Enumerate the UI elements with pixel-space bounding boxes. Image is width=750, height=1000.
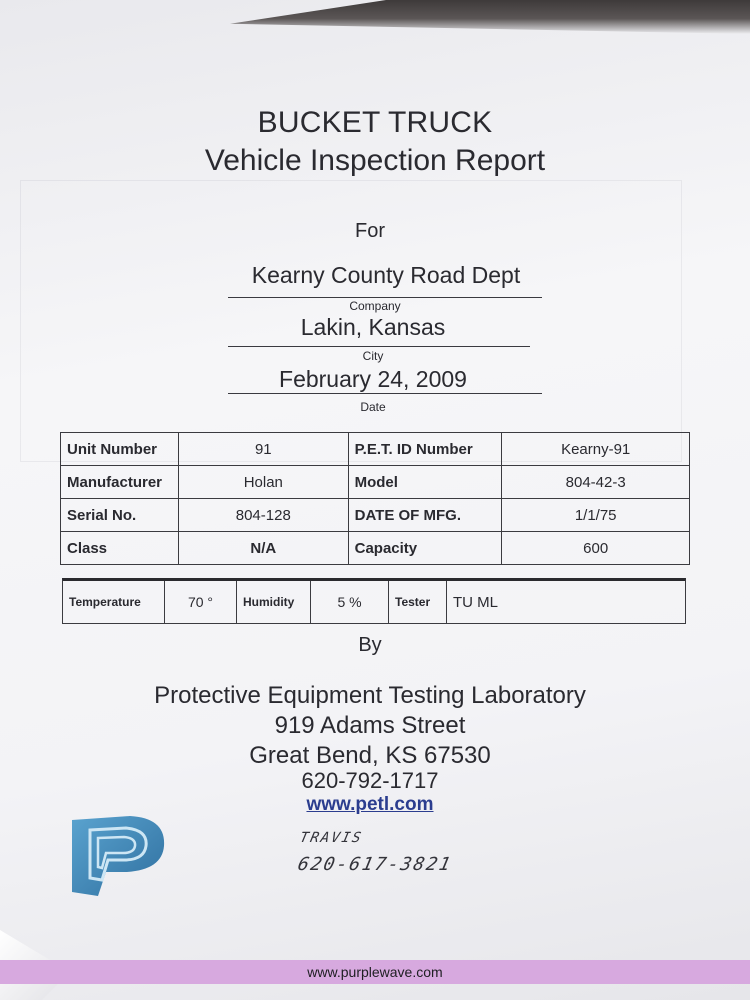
class-value: N/A (178, 532, 348, 565)
table-row (61, 433, 690, 466)
humidity-label: Humidity (237, 581, 311, 623)
date-value: February 24, 2009 (279, 366, 467, 392)
lab-name: Protective Equipment Testing Laboratory (154, 682, 586, 709)
tester-label: Tester (389, 581, 447, 623)
handwritten-name: TRAVIS (298, 830, 365, 846)
table-row (61, 466, 690, 499)
unit-number-label: Unit Number (61, 433, 179, 466)
serial-no-label: Serial No. (61, 499, 179, 532)
lab-website-link[interactable]: www.petl.com (306, 794, 434, 815)
city-caption: City (362, 349, 384, 363)
by-label: By (358, 634, 382, 656)
date-caption: Date (360, 400, 386, 414)
pet-id-label: P.E.T. ID Number (348, 433, 502, 466)
company-caption: Company (349, 299, 401, 313)
company-value: Kearny County Road Dept (251, 262, 521, 288)
humidity-value: 5 % (311, 581, 389, 623)
lab-street: 919 Adams Street (274, 712, 466, 739)
model-value: 804-42-3 (502, 466, 690, 499)
temperature-value: 70 ° (165, 581, 237, 623)
class-label: Class (61, 532, 179, 565)
date-of-mfg-value: 1/1/75 (502, 499, 690, 532)
test-conditions-row (62, 578, 686, 624)
table-row (61, 532, 690, 565)
report-title-line1: BUCKET TRUCK (257, 106, 493, 139)
serial-no-value: 804-128 (178, 499, 348, 532)
petl-logo-icon (68, 812, 168, 898)
date-of-mfg-label: DATE OF MFG. (348, 499, 502, 532)
tester-value: TU ML (453, 593, 498, 611)
manufacturer-value: Holan (178, 466, 348, 499)
report-title-line2: Vehicle Inspection Report (204, 144, 546, 177)
temperature-label: Temperature (63, 581, 165, 623)
manufacturer-label: Manufacturer (61, 466, 179, 499)
city-underline (228, 346, 530, 347)
for-label: For (355, 220, 385, 242)
handwritten-phone: 620-617-3821 (295, 854, 455, 875)
watermark-url: www.purplewave.com (307, 964, 443, 980)
capacity-label: Capacity (348, 532, 502, 565)
company-underline (228, 297, 542, 298)
lab-phone: 620-792-1717 (301, 768, 439, 793)
watermark-band (0, 960, 750, 984)
pet-id-value: Kearny-91 (502, 433, 690, 466)
lab-city: Great Bend, KS 67530 (249, 742, 491, 769)
date-underline (228, 393, 542, 394)
vehicle-spec-table (60, 432, 690, 565)
city-value: Lakin, Kansas (300, 314, 446, 340)
unit-number-value: 91 (178, 433, 348, 466)
model-label: Model (348, 466, 502, 499)
capacity-value: 600 (502, 532, 690, 565)
table-row (61, 499, 690, 532)
